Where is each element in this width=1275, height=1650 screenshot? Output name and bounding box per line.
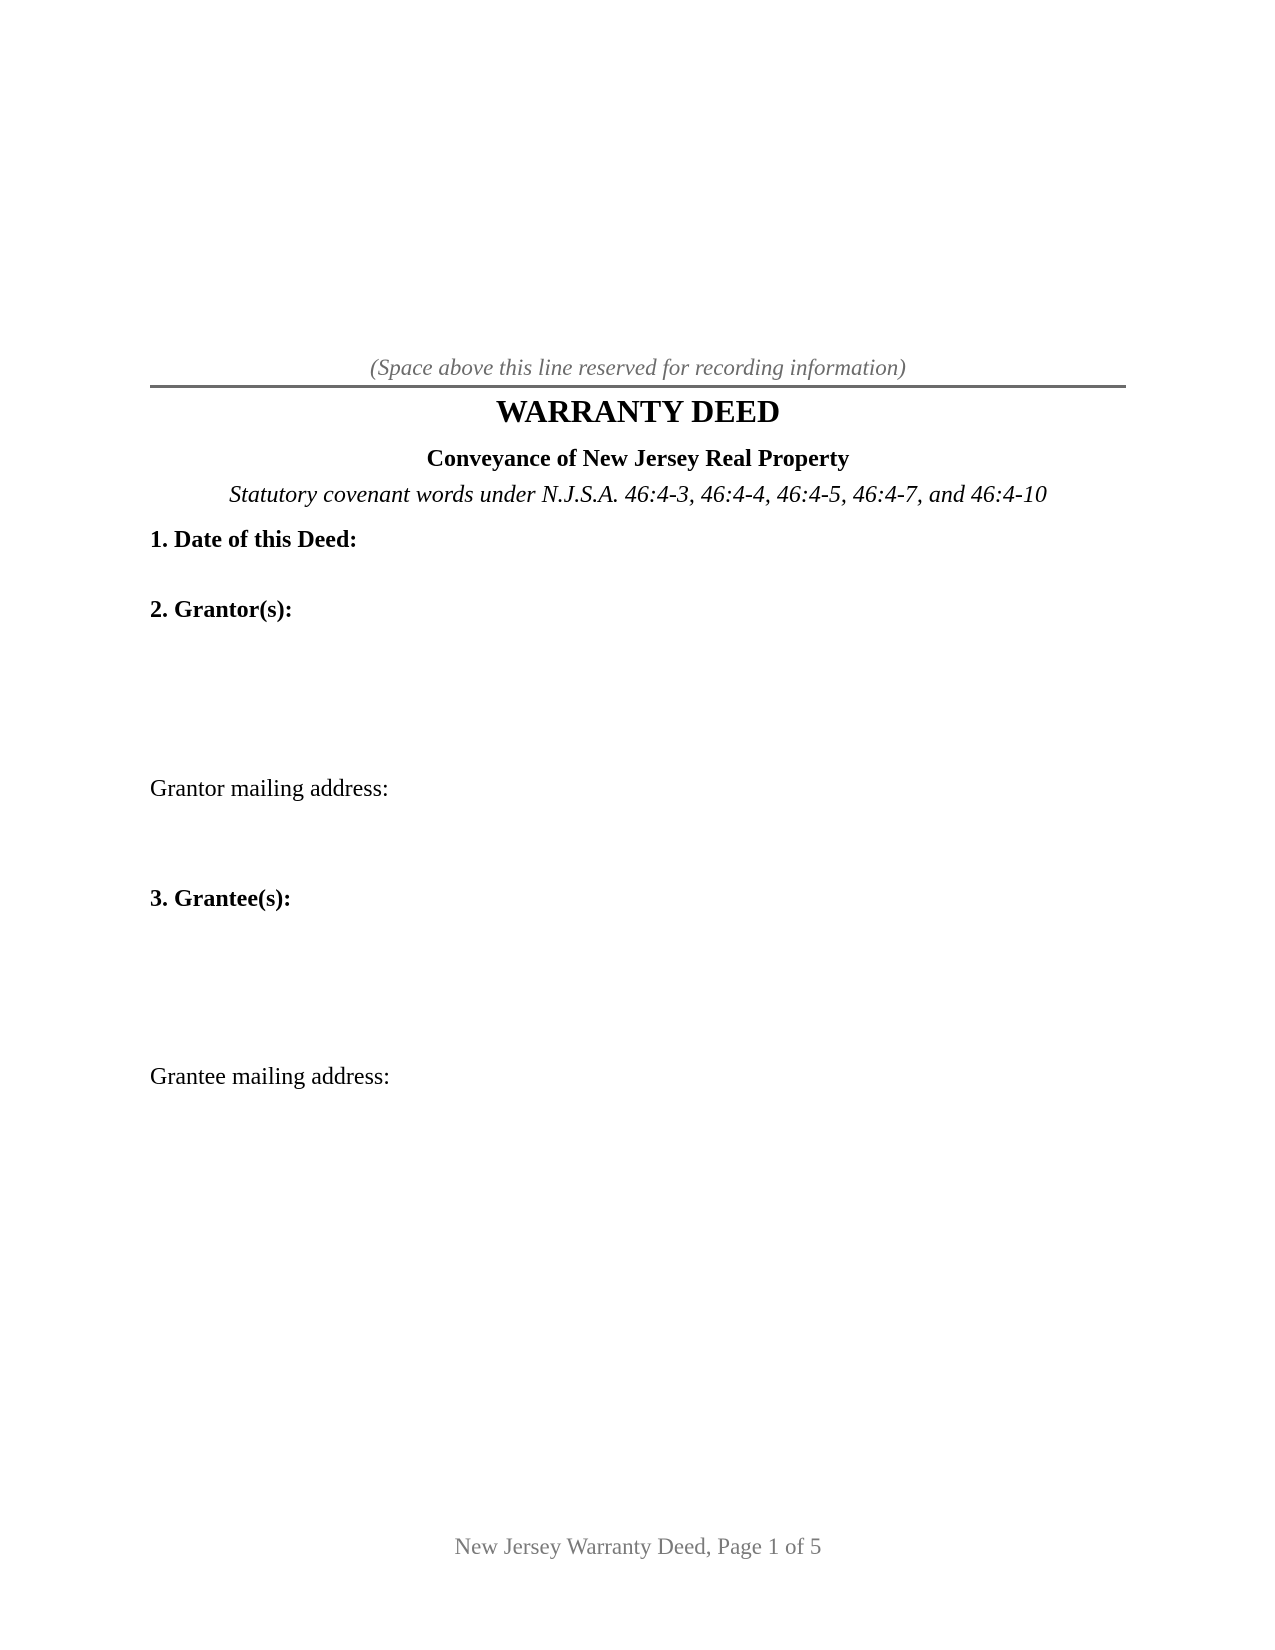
grantee-mailing-address-label: Grantee mailing address: — [150, 1064, 390, 1090]
date-of-deed-label: 1. Date of this Deed: — [150, 527, 358, 553]
recording-divider-line — [150, 385, 1126, 388]
grantor-label: 2. Grantor(s): — [150, 597, 293, 623]
recording-space-note: (Space above this line reserved for recording information) — [370, 355, 906, 380]
document-subtitle: Conveyance of New Jersey Real Property — [426, 446, 850, 472]
page-footer: New Jersey Warranty Deed, Page 1 of 5 — [454, 1534, 822, 1559]
grantor-mailing-address-label: Grantor mailing address: — [150, 776, 389, 802]
statute-reference: Statutory covenant words under N.J.S.A. 46:4-3, 46:4-4, 46:4-5, 46:4-7, and 46:4-10 — [229, 482, 1047, 508]
document-title: WARRANTY DEED — [495, 393, 781, 429]
grantee-label: 3. Grantee(s): — [150, 886, 292, 912]
